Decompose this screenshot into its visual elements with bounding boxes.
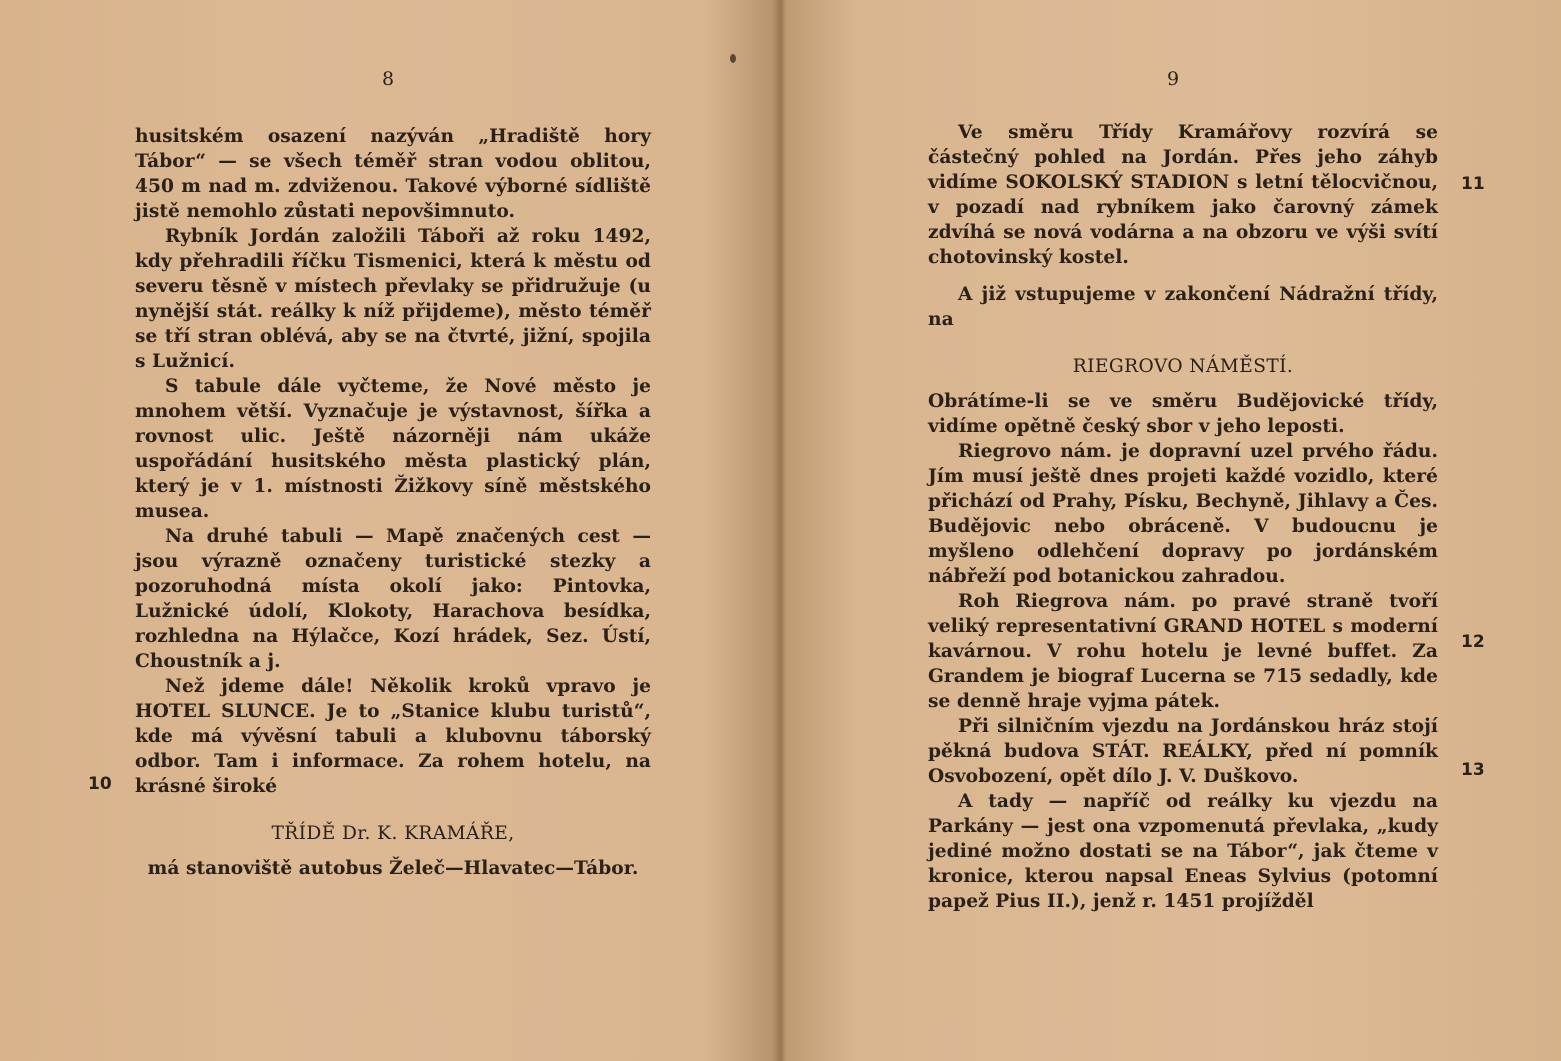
section-heading: RIEGROVO NÁMĚSTÍ. [1072,356,1294,377]
paragraph: S tabule dále vyčteme, že Nové město je mnohem větší. Vyznačuje je výstavnost, šířka a rovnost ulic. Ještě názorněji nám ukáže uspořádání husitského města plastický plán, který je v 1. místnosti Žižkovy síně městského musea. [135,376,651,522]
margin-number: 10 [88,774,112,794]
margin-number: 11 [1461,174,1485,194]
right-page-text [928,120,1438,914]
margin-number: 12 [1461,632,1485,652]
paragraph: Na druhé tabuli — Mapě značených cest — jsou výrazně označeny turistické stezky a pozoruhodná místa okolí jako: Pintovka, Lužnické údolí, Klokoty, Harachova besídka, rozhledna na Hýlačce, Kozí hrádek, Sez. Ústí, Choustník a j. [135,526,651,672]
paragraph: Než jdeme dále! Několik kroků vpravo je HOTEL SLUNCE. Je to „Stanice klubu turistů“, kde má vývěsní tabuli a klubovnu táborský odbor. Tam i informace. Za rohem hotelu, na krásné široké [135,676,651,797]
paragraph: Rybník Jordán založili Táboři až roku 1492, kdy přehradili říčku Tismenici, která k městu od severu těsně v místech převlaky se přidružuje (u nynější stát. reálky k níž přijdeme), město téměř se tří stran oblévá, aby se na čtvrté, jižní, spojila s Lužnicí. [135,226,651,372]
left-page-text [135,124,651,881]
section-heading: TŘÍDĚ Dr. K. KRAMÁŘE, [271,823,515,844]
paragraph: Obrátíme-li se ve směru Budějovické třídy, vidíme opětně český sbor v jeho leposti. [928,391,1438,437]
margin-number: 13 [1461,760,1485,780]
paragraph: A již vstupujeme v zakončení Nádražní třídy, na [928,284,1438,330]
right-page [781,0,1561,1061]
left-page [0,0,780,1061]
paragraph: husitském osazení nazýván „Hradiště hory Tábor“ — se všech téměř stran vodou oblitou, 450 m nad m. zdviženou. Takové výborné sídliště jistě nemohlo zůstati nepovšimnuto. [135,126,651,222]
paragraph: A tady — napříč od reálky ku vjezdu na Parkány — jest ona vzpomenutá převlaka, „kudy jediné možno dostati se na Tábor“, jak čteme v kronice, kterou napsal Eneas Sylvius (potomní papež Pius II.), jenž r. 1451 projížděl [928,791,1438,912]
page-number: 9 [1166,68,1180,90]
closing-line: má stanoviště autobus Želeč—Hlavatec—Tábor. [147,858,639,879]
paragraph: Roh Riegrova nám. po pravé straně tvoří veliký representativní GRAND HOTEL s moderní kavárnou. V rohu hotelu je levné buffet. Za Grandem je biograf Lucerna se 715 sedadly, kde se denně hraje vyjma pátek. [928,591,1438,712]
paragraph: Při silničním vjezdu na Jordánskou hráz stojí pěkná budova STÁT. REÁLKY, před ní pomník Osvobození, opět dílo J. V. Duškovo. [928,716,1438,787]
paragraph: Ve směru Třídy Kramářovy rozvírá se částečný pohled na Jordán. Přes jeho záhyb vidíme SOKOLSKÝ STADION s letní tělocvičnou, v pozadí nad rybníkem jako čarovný zámek zdvíhá se nová vodárna a na obzoru ve výši svítí chotovinský kostel. [928,122,1438,268]
page-number: 8 [381,68,395,90]
paragraph: Riegrovo nám. je dopravní uzel prvého řádu. Jím musí ještě dnes projeti každé vozidlo, které přichází od Prahy, Písku, Bechyně, Jihlavy a Čes. Budějovic nebo obráceně. V budoucnu je myšleno odlehčení dopravy po jordánském nábřeží pod botanickou zahradou. [928,441,1438,587]
